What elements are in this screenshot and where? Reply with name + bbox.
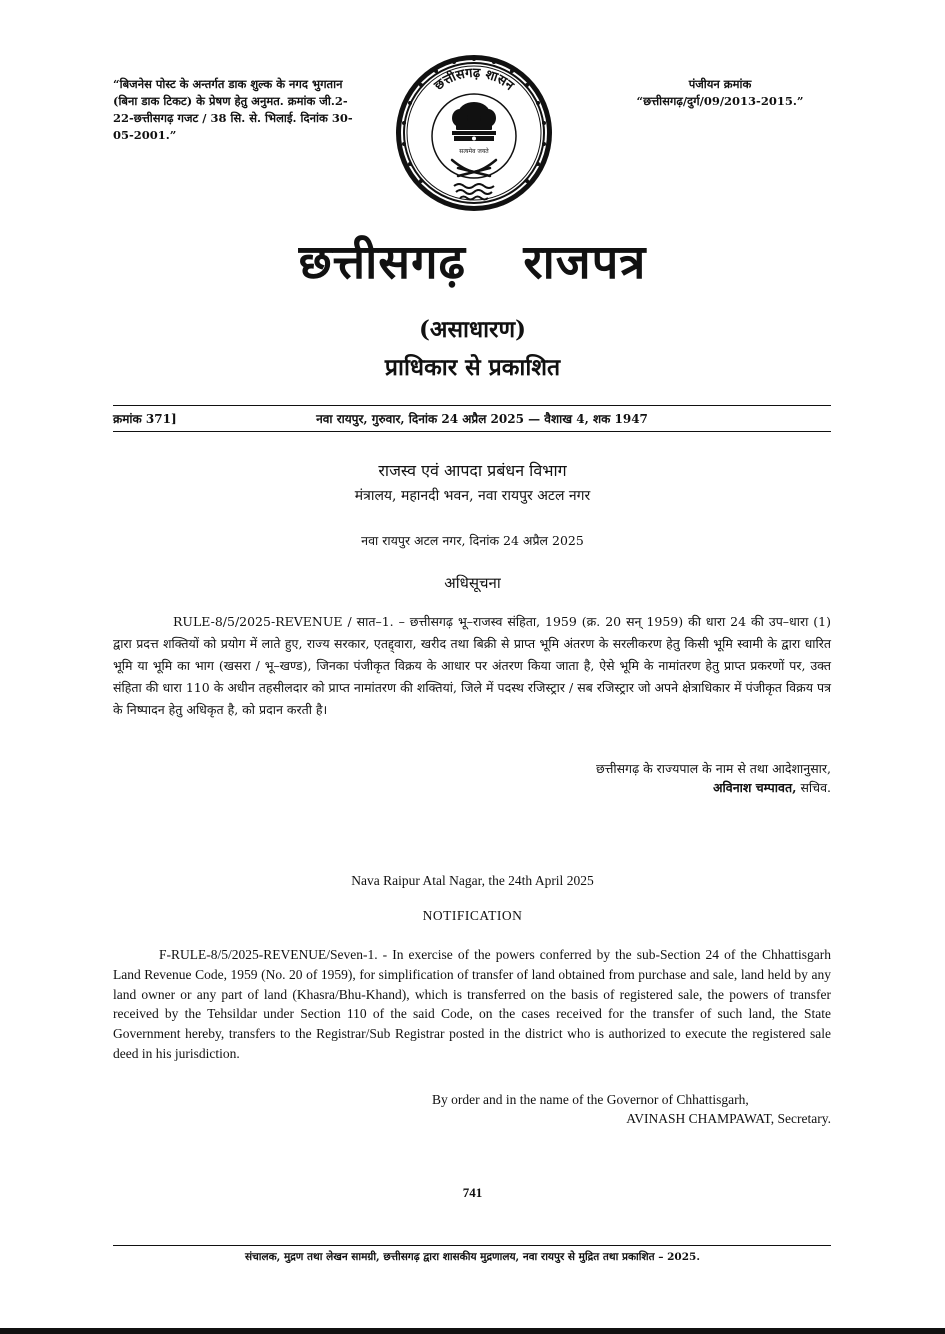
extraordinary-label: (असाधारण) xyxy=(419,316,526,343)
english-date: Nava Raipur Atal Nagar, the 24th April 2025 xyxy=(351,873,594,888)
department-name: राजस्व एवं आपदा प्रबंधन विभाग xyxy=(378,461,567,480)
hindi-heading: अधिसूचना xyxy=(444,574,501,592)
hindi-order-line: छत्तीसगढ़ के राज्यपाल के नाम से तथा आदेशानुसार, xyxy=(595,761,831,776)
ministry-address: मंत्रालय, महानदी भवन, नवा रायपुर अटल नगर xyxy=(354,488,591,504)
english-signatory: AVINASH CHAMPAWAT, Secretary. xyxy=(626,1111,831,1126)
hindi-date: नवा रायपुर अटल नगर, दिनांक 24 अप्रैल 2025 xyxy=(361,533,584,548)
published-by-authority: प्राधिकार से प्रकाशित xyxy=(384,354,561,381)
hindi-signatory-name: अविनाश चम्पावत, xyxy=(712,780,797,795)
registration-number: “छत्तीसगढ़/दुर्ग/09/2013-2015.” xyxy=(636,94,804,108)
registration-block xyxy=(590,76,850,110)
divider-top xyxy=(113,405,831,406)
postal-permit-note: “बिजनेस पोस्ट के अन्तर्गत डाक शुल्क के नगद भुगतान (बिना डाक टिकट) के प्रेषण हेतु अनुमत. क्रमांक जी.2-22-छत्तीसगढ़ गजट / 38 सि. से. भिलाई. दिनांक 30-05-2001.” xyxy=(113,77,353,142)
hindi-signature xyxy=(713,779,831,796)
emblem-ring-text: छत्तीसगढ़ शासन xyxy=(431,65,517,94)
state-emblem-icon xyxy=(394,48,554,223)
gazette-title: छत्तीसगढ़ राजपत्र xyxy=(298,235,647,290)
hindi-signatory-title: सचिव. xyxy=(800,780,831,795)
divider-bottom xyxy=(113,431,831,432)
english-body: F-RULE-8/5/2025-REVENUE/Seven-1. - In exercise of the powers conferred by the sub-Section 24 of the Chhattisgarh Land Revenue Code, 1959 (No. 20 of 1959), for simplification of transfer of land obtained from purchase and sale, land held by any land owner or any part of land (Khasra/Bhu-Khand), which is transferred on the basis of registered sale, the powers of transfer received by the Tehsildar under Section 110 of the said Code, on the cases received for the transfer of such land, the State Government hereby, transfers to the Registrar/Sub Registrar posted in the district who is authorized to execute the registered sale deed in his jurisdiction. xyxy=(113,947,831,1061)
scan-edge xyxy=(0,1328,945,1334)
english-order-line: By order and in the name of the Governor of Chhattisgarh, xyxy=(432,1092,749,1107)
printer-footer: संचालक, मुद्रण तथा लेखन सामग्री, छत्तीसगढ़ द्वारा शासकीय मुद्रणालय, नवा रायपुर से मुद्रित तथा प्रकाशित – 2025. xyxy=(244,1251,701,1263)
registration-label: पंजीयन क्रमांक xyxy=(688,77,752,91)
footer-divider xyxy=(113,1245,831,1246)
hindi-body: RULE-8/5/2025-REVENUE / सात–1. – छत्तीसगढ़ भू–राजस्व संहिता, 1959 (क्र. 20 सन् 1959) की धारा 24 की उप–धारा (1) द्वारा प्रदत्त शक्तियों को प्रयोग में लाते हुए, राज्य सरकार, एतद्द्वारा, खरीद तथा बिक्री से प्राप्त भूमि अंतरण के सरलीकरण हेतु किसी भूमि स्वामी के द्वारा धारित भूमि या भूमि का भाग (खसरा / भू–खण्ड), जिनका पंजीकृत विक्रय के आधार पर अंतरण किया जाता है, ऐसे भूमि के नामांतरण हेतु प्राप्त प्रकरणों पर, उक्त संहिता की धारा 110 के अधीन तहसीलदार को प्राप्त नामांतरण की शक्तियां, जिले में पदस्थ रजिस्ट्रार / सब रजिस्ट्रार जो अपने क्षेत्राधिकार में पंजीकृत विक्रय पत्र के निष्पादन हेतु अधिकृत है, को प्रदान करती है। xyxy=(113,614,831,717)
issue-date-line: नवा रायपुर, गुरुवार, दिनांक 24 अप्रैल 2025 — वैशाख 4, शक 1947 xyxy=(316,412,648,426)
english-heading: NOTIFICATION xyxy=(422,908,523,923)
emblem-motto: सत्यमेव जयते xyxy=(459,148,489,155)
page-number: 741 xyxy=(462,1185,483,1200)
issue-number: क्रमांक 371] xyxy=(113,412,177,426)
